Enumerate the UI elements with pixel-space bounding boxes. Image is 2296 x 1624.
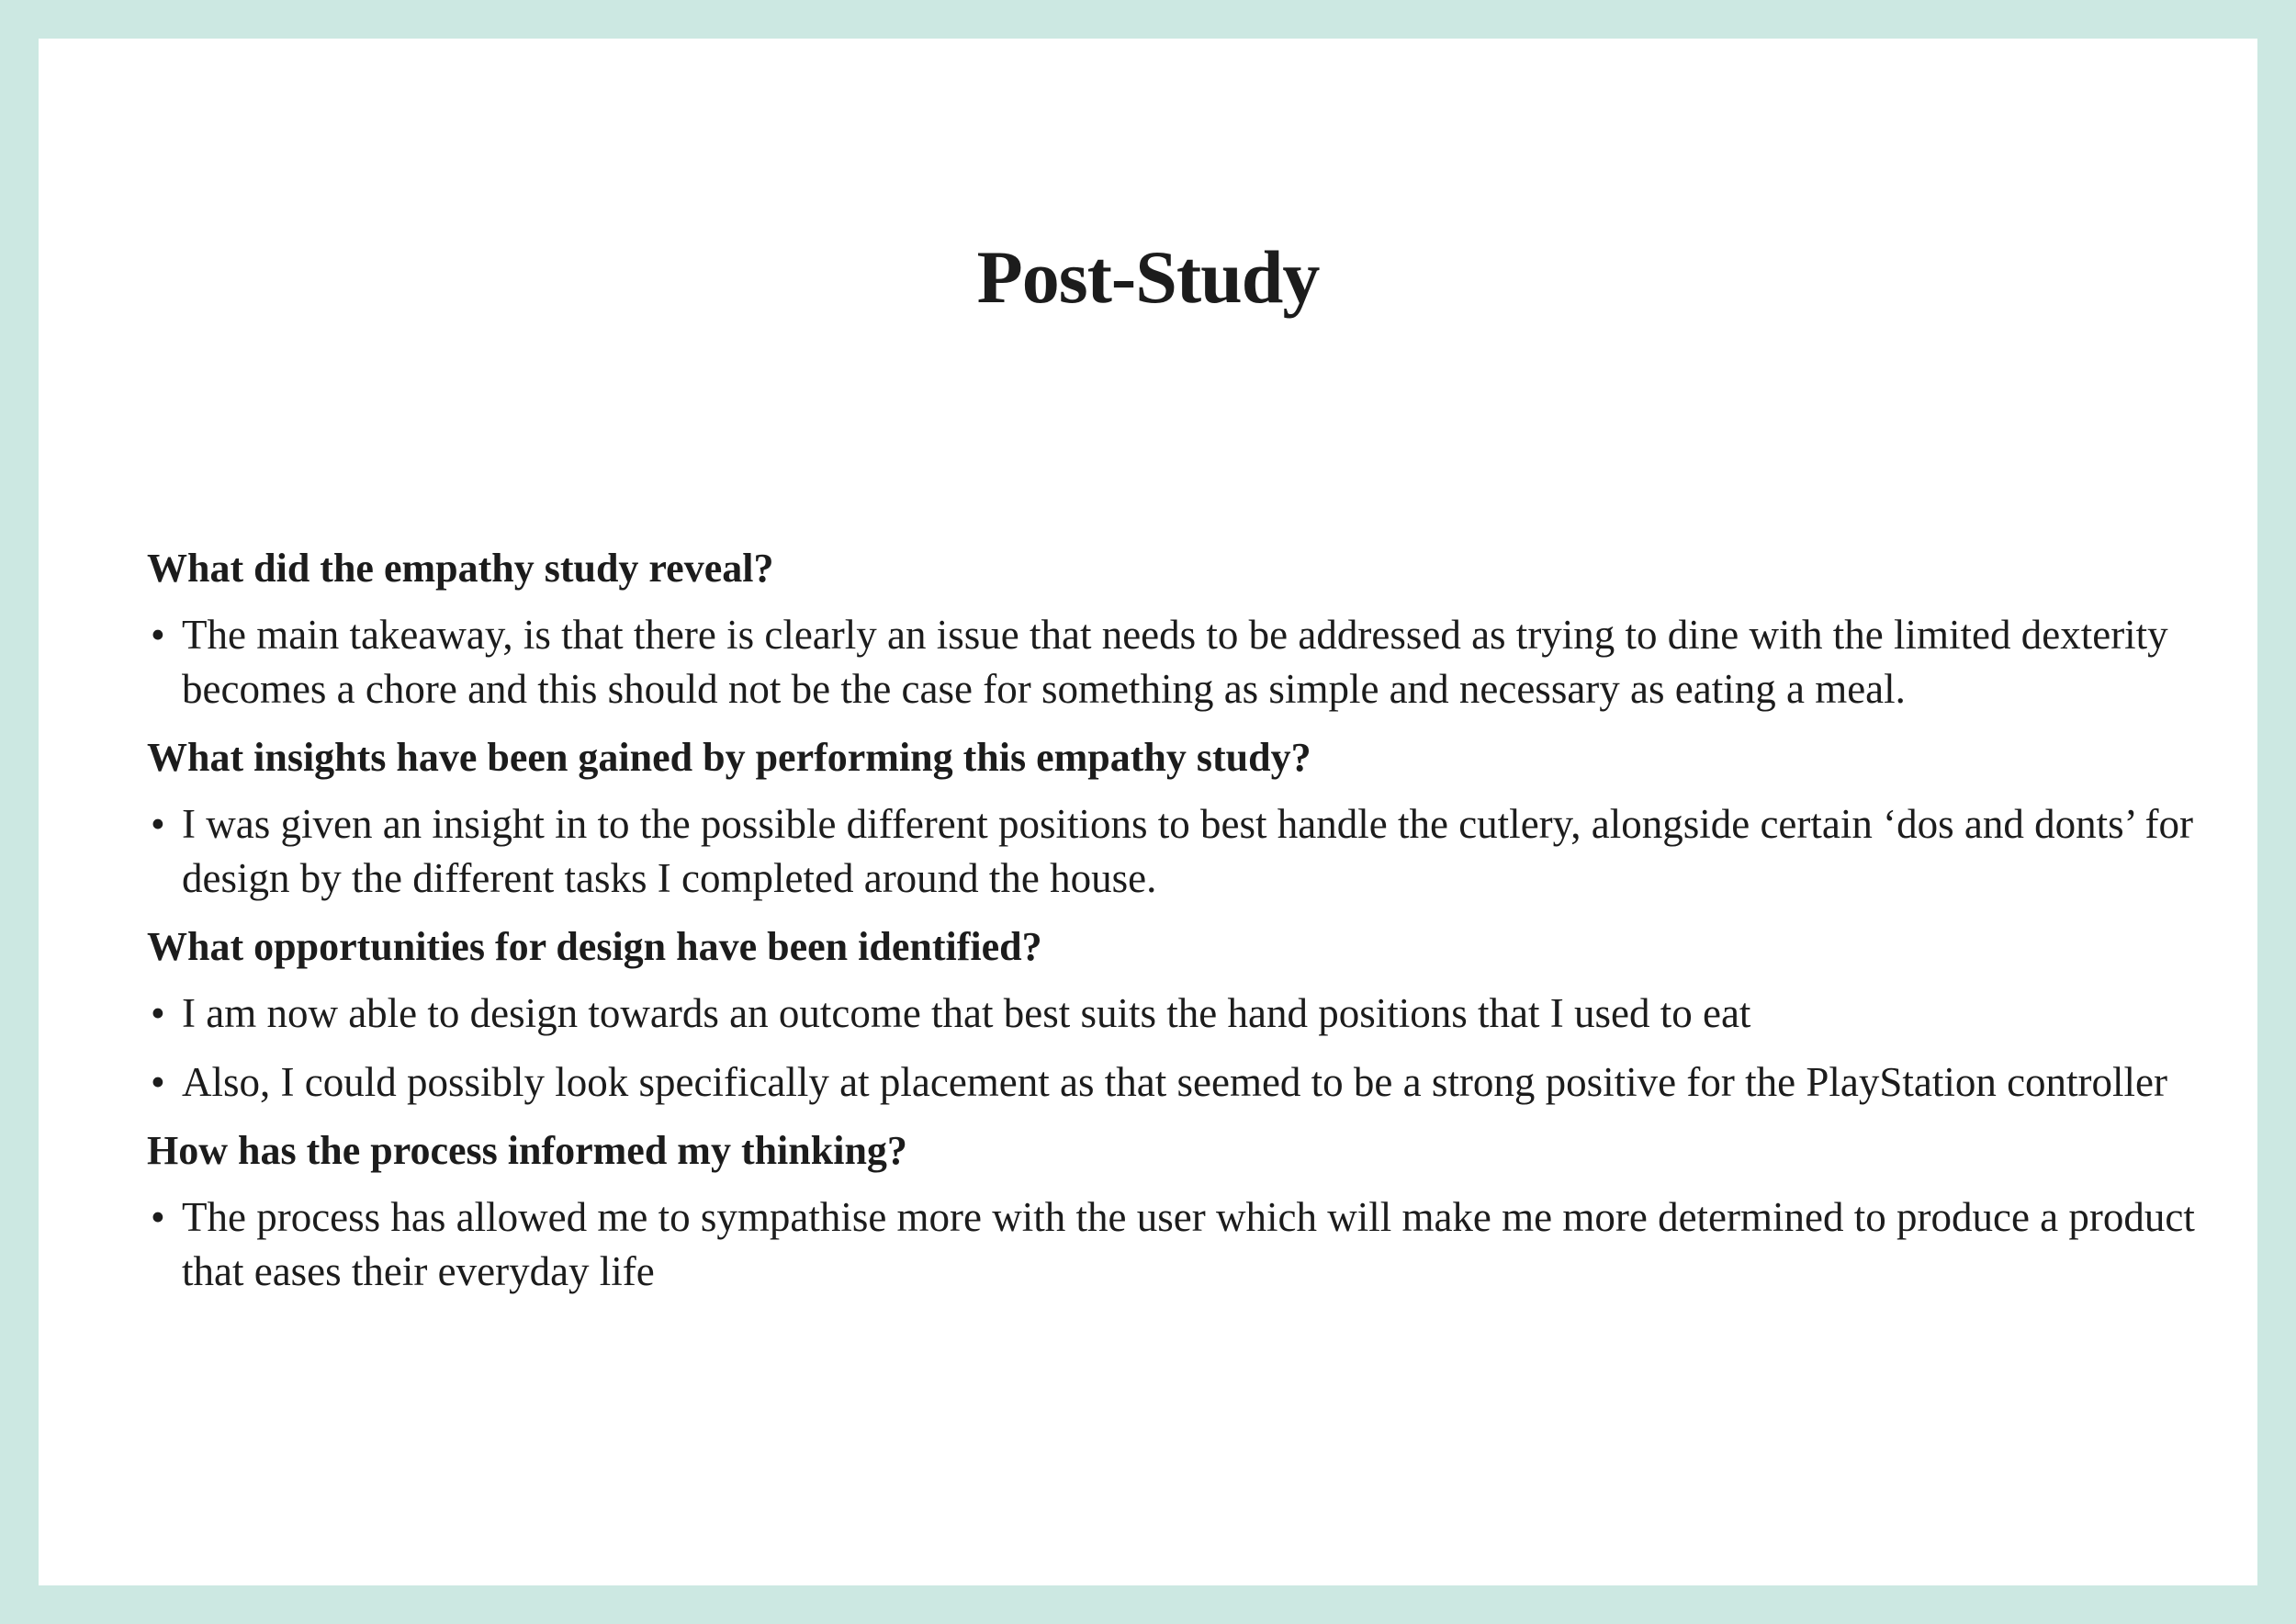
bullet-text: The main takeaway, is that there is clearly an issue that needs to be addressed as trying to dine with the limited dexterity becomes a chore and this should not be the case for something as simple and necessary as eating a meal. bbox=[182, 612, 2168, 712]
bullet-glyph: • bbox=[151, 612, 165, 658]
section-question: What opportunities for design have been identified? bbox=[147, 924, 1042, 969]
section-empathy-reveal bbox=[147, 542, 2204, 716]
bullet-glyph: • bbox=[151, 990, 165, 1036]
bullet-glyph: • bbox=[151, 1059, 165, 1105]
bullet-glyph: • bbox=[151, 801, 165, 847]
section-question: What insights have been gained by performing this empathy study? bbox=[147, 735, 1311, 780]
section-question: What did the empathy study reveal? bbox=[147, 546, 774, 591]
bullet-item bbox=[147, 608, 2204, 716]
section-process bbox=[147, 1124, 2204, 1299]
section-insights bbox=[147, 731, 2204, 906]
page-title: Post-Study bbox=[976, 235, 1320, 319]
bullet-item bbox=[147, 1190, 2204, 1299]
bullet-item bbox=[147, 987, 2204, 1041]
content-area bbox=[147, 542, 2204, 1314]
bullet-text: The process has allowed me to sympathise more with the user which will make me more determined to produce a product that eases their everyday life bbox=[182, 1194, 2195, 1294]
bullet-text: Also, I could possibly look specifically at placement as that seemed to be a strong positive for the PlayStation controller bbox=[182, 1059, 2167, 1105]
bullet-item bbox=[147, 1055, 2204, 1110]
bullet-item bbox=[147, 797, 2204, 906]
section-opportunities bbox=[147, 920, 2204, 1110]
bullet-glyph: • bbox=[151, 1194, 165, 1240]
document-page bbox=[39, 39, 2257, 1585]
bullet-text: I was given an insight in to the possible different positions to best handle the cutlery, alongside certain ‘dos and donts’ for design by the different tasks I completed around the house. bbox=[182, 801, 2193, 901]
section-question: How has the process informed my thinking? bbox=[147, 1128, 907, 1173]
bullet-text: I am now able to design towards an outcome that best suits the hand positions that I used to eat bbox=[182, 990, 1751, 1036]
